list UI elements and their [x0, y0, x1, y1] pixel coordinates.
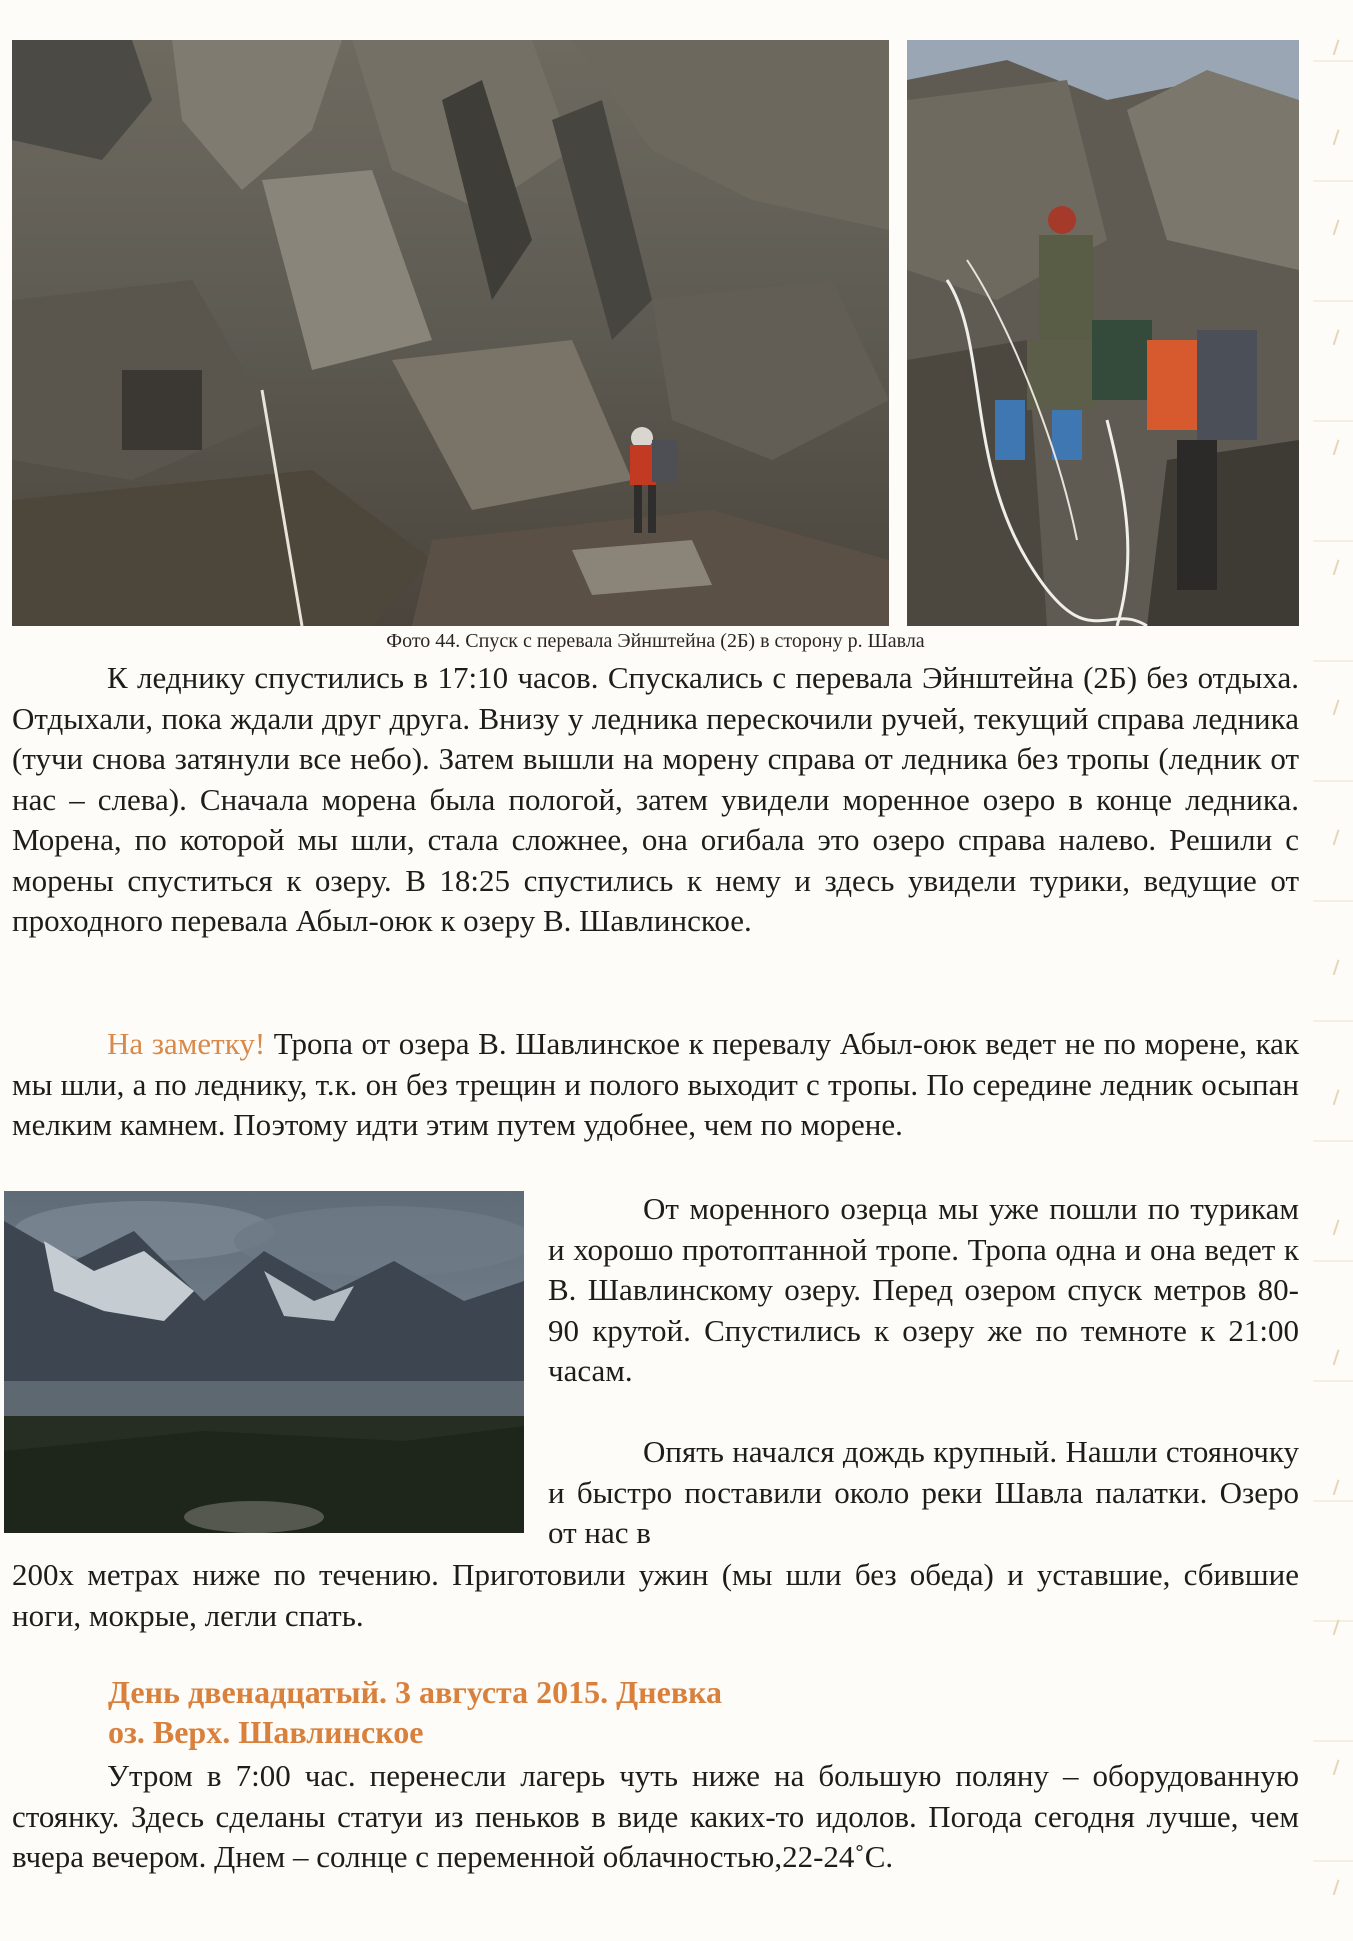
heading-line-2: оз. Верх. Шавлинское: [108, 1714, 424, 1750]
paragraph-morning: Утром в 7:00 час. перенесли лагерь чуть ниже на большую поляну – оборудованную стоянку. Здесь сделаны статуи из пеньков в виде каких-то идолов. Погода сегодня лучше, чем вчера вечером. Днем – солнце с переменной облачностью,22-24˚С.: [12, 1758, 1299, 1874]
photo-climbers-on-rope: [907, 40, 1299, 626]
paragraph-note: [12, 1024, 1299, 1146]
photo-caption: Фото 44. Спуск с перевала Эйнштейна (2Б) в сторону р. Шавла: [386, 630, 925, 652]
photo-lake-evening: [4, 1191, 524, 1533]
paragraph-dinner: 200х метрах ниже по течению. Приготовили ужин (мы шли без обеда) и уставшие, сбившие ноги, мокрые, легли спать.: [12, 1557, 1299, 1633]
decorative-border: [1313, 0, 1353, 1941]
note-label: На заметку!: [107, 1026, 266, 1061]
paragraph-rain: Опять начался дождь крупный. Нашли стояночку и быстро поставили около реки Шавла палатки. Озеро от нас в: [548, 1434, 1299, 1550]
paragraph-trail: От моренного озерца мы уже пошли по турикам и хорошо протоптанной тропе. Тропа одна и она ведет к В. Шавлинскому озеру. Перед озером спуск метров 80-90 крутой. Спустились к озеру же по темноте к 21:00 часам.: [548, 1191, 1299, 1388]
note-text: Тропа от озера В. Шавлинское к перевалу Абыл-оюк ведет не по морене, как мы шли, а по леднику, т.к. он без трещин и полого выходит с тропы. По середине ледник осыпан мелким камнем. Поэтому идти этим путем удобнее, чем по морене.: [12, 1026, 1300, 1142]
heading-line-1: День двенадцатый. 3 августа 2015. Дневка: [108, 1674, 723, 1710]
section-heading: [108, 1672, 1208, 1752]
paragraph-descent: К леднику спустились в 17:10 часов. Спускались с перевала Эйнштейна (2Б) без отдыха. Отдыхали, пока ждали друг друга. Внизу у ледника перескочили ручей, текущий справа ледника (тучи снова затянули все небо). Затем вышли на морену справа от ледника без тропы (ледник от нас – слева). Сначала морена была пологой, затем увидели моренное озеро в конце ледника. Морена, по которой мы шли, стала сложнее, она огибала это озеро справа налево. Решили с морены спуститься к озеру. В 18:25 спустились к нему и здесь увидели турики, ведущие от проходного перевала Абыл-оюк к озеру В. Шавлинское.: [12, 660, 1299, 938]
photo-rocky-slope: [12, 40, 889, 626]
